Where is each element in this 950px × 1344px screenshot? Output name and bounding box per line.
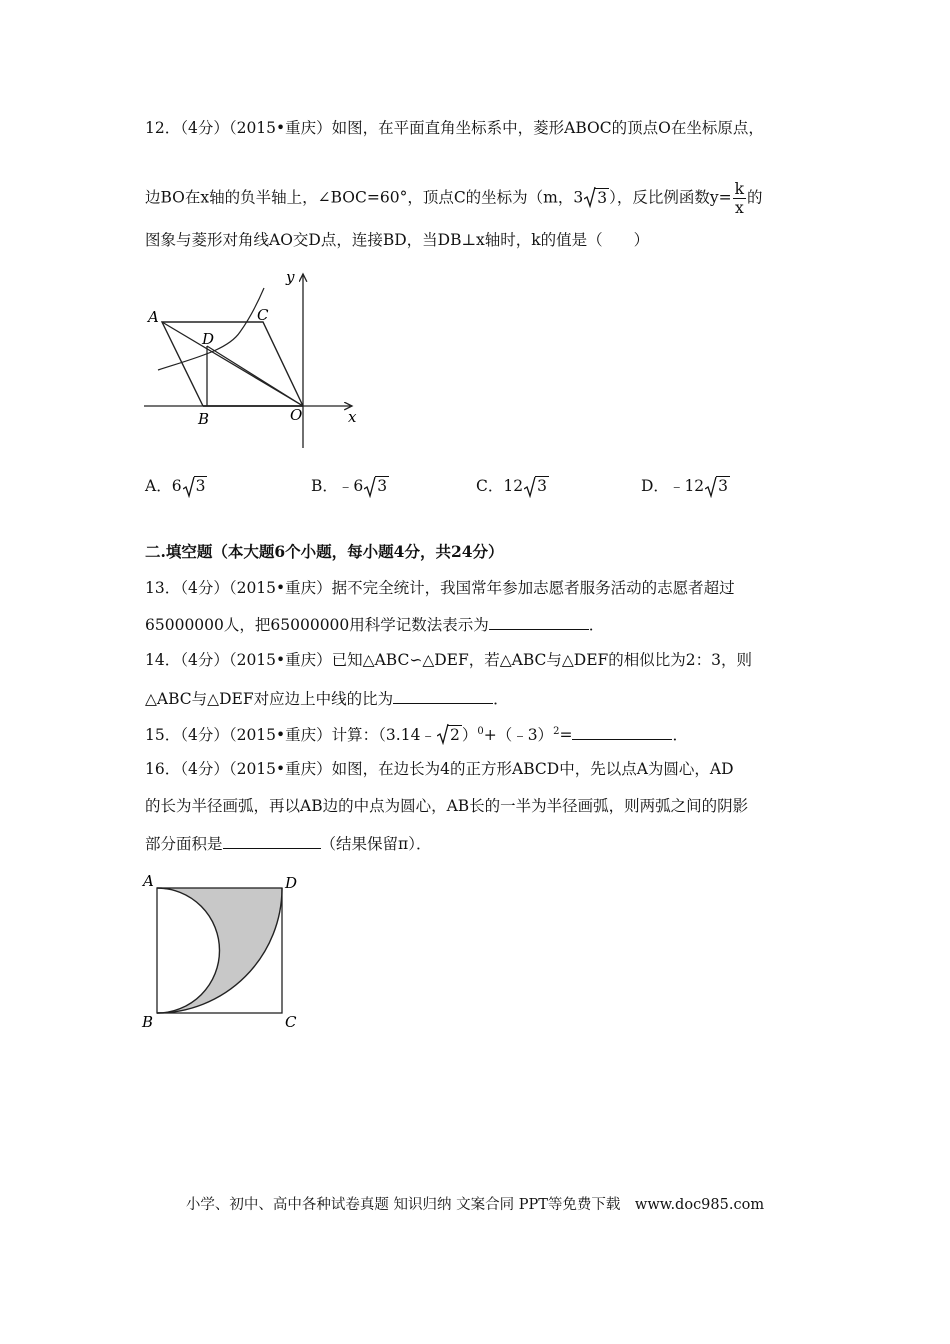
label-c: C — [285, 1013, 297, 1031]
sqrt-symbol: 3 — [524, 477, 549, 495]
q15-paren: ） — [461, 726, 478, 745]
q13-answer-blank[interactable] — [489, 613, 589, 630]
q12-line2-text-b: ），反比例函数y= — [609, 188, 732, 207]
option-b-coef: ﹣6 — [337, 477, 364, 495]
q12-line1: 12．（4分）（2015•重庆）如图，在平面直角坐标系中，菱形ABOC的顶点O在坐标原点， — [145, 119, 764, 137]
sqrt-symbol: 3 — [705, 477, 730, 495]
sqrt-symbol: 3 — [364, 477, 389, 495]
q14-line1: 14．（4分）（2015•重庆）已知△ABC∽△DEF，若△ABC与△DEF的相似比为2：3，则 — [145, 651, 753, 669]
fraction-k-over-x: $\frac{k}{x}$ — [734, 180, 745, 217]
option-a[interactable] — [145, 474, 207, 496]
q13-end: ． — [588, 616, 605, 634]
q16-line3 — [145, 832, 431, 855]
label-b: B — [198, 410, 210, 428]
label-d: D — [285, 874, 298, 892]
option-a-letter: A． — [145, 477, 172, 495]
label-b: B — [142, 1013, 154, 1031]
option-b[interactable] — [311, 474, 389, 496]
q15-prefix: 15．（4分）（2015•重庆）计算：（3.14﹣ — [145, 726, 436, 745]
q14-line2 — [145, 687, 509, 710]
q15-line — [145, 721, 688, 746]
q14-end: ． — [493, 690, 509, 708]
q16-line1: 16．（4分）（2015•重庆）如图，在边长为4的正方形ABCD中，先以点A为圆心，AD — [145, 760, 734, 778]
q12-line2-text-c: 的 — [747, 188, 763, 207]
q13-line2-text: 65000000人，把65000000用科学记数法表示为 — [145, 616, 489, 634]
q16-line2: 的长为半径画弧，再以AB边的中点为圆心，AB长的一半为半径画弧，则两弧之间的阴影 — [145, 797, 749, 815]
label-x: x — [348, 408, 357, 426]
option-d-letter: D． — [641, 477, 669, 495]
q14-line2-text: △ABC与△DEF对应边上中线的比为 — [145, 690, 394, 708]
sqrt-symbol: 3 — [584, 187, 609, 209]
q15-eq: = — [559, 726, 573, 745]
q12-figure — [140, 266, 370, 456]
q16-figure — [140, 870, 310, 1035]
q15-end: ． — [672, 726, 688, 745]
q13-line1: 13．（4分）（2015•重庆）据不完全统计，我国常年参加志愿者服务活动的志愿者超过 — [145, 579, 735, 597]
label-c: C — [257, 306, 269, 324]
label-a: A — [143, 872, 154, 890]
option-d[interactable] — [641, 474, 730, 496]
q14-answer-blank[interactable] — [393, 687, 493, 704]
label-a: A — [148, 308, 159, 326]
label-y: y — [286, 268, 295, 286]
q13-line2 — [145, 613, 604, 636]
q16-line3-end: （结果保留π）． — [320, 835, 432, 853]
page-footer: 小学、初中、高中各种试卷真题 知识归纳 文案合同 PPT等免费下载 www.doc985.com — [185, 1197, 765, 1213]
q15-exp-0: 0 — [477, 726, 484, 737]
q15-mid: +（﹣3） — [483, 726, 554, 745]
option-b-letter: B． — [311, 477, 338, 495]
sqrt-symbol: 3 — [183, 477, 208, 495]
q12-line2 — [145, 180, 763, 217]
option-c[interactable] — [476, 474, 549, 496]
option-c-letter: C． — [476, 477, 504, 495]
q12-line3: 图象与菱形对角线AO交D点，连接BD，当DB⊥x轴时，k的值是（ ） — [145, 231, 650, 249]
q15-answer-blank[interactable] — [572, 723, 672, 740]
option-c-coef: 12 — [503, 477, 524, 495]
q16-line3-text: 部分面积是 — [145, 835, 223, 853]
option-a-coef: 6 — [171, 477, 182, 495]
label-d: D — [202, 330, 215, 348]
label-o: O — [290, 406, 303, 424]
option-d-coef: ﹣12 — [668, 477, 705, 495]
q12-line2-text-a: 边BO在x轴的负半轴上，∠BOC=60°，顶点C的坐标为（m，3 — [145, 188, 584, 207]
section-heading: 二.填空题（本大题6个小题，每小题4分，共24分） — [145, 542, 504, 561]
q15-exp-2: 2 — [553, 726, 560, 737]
sqrt-symbol: 2 — [437, 724, 462, 746]
q16-answer-blank[interactable] — [223, 832, 321, 849]
